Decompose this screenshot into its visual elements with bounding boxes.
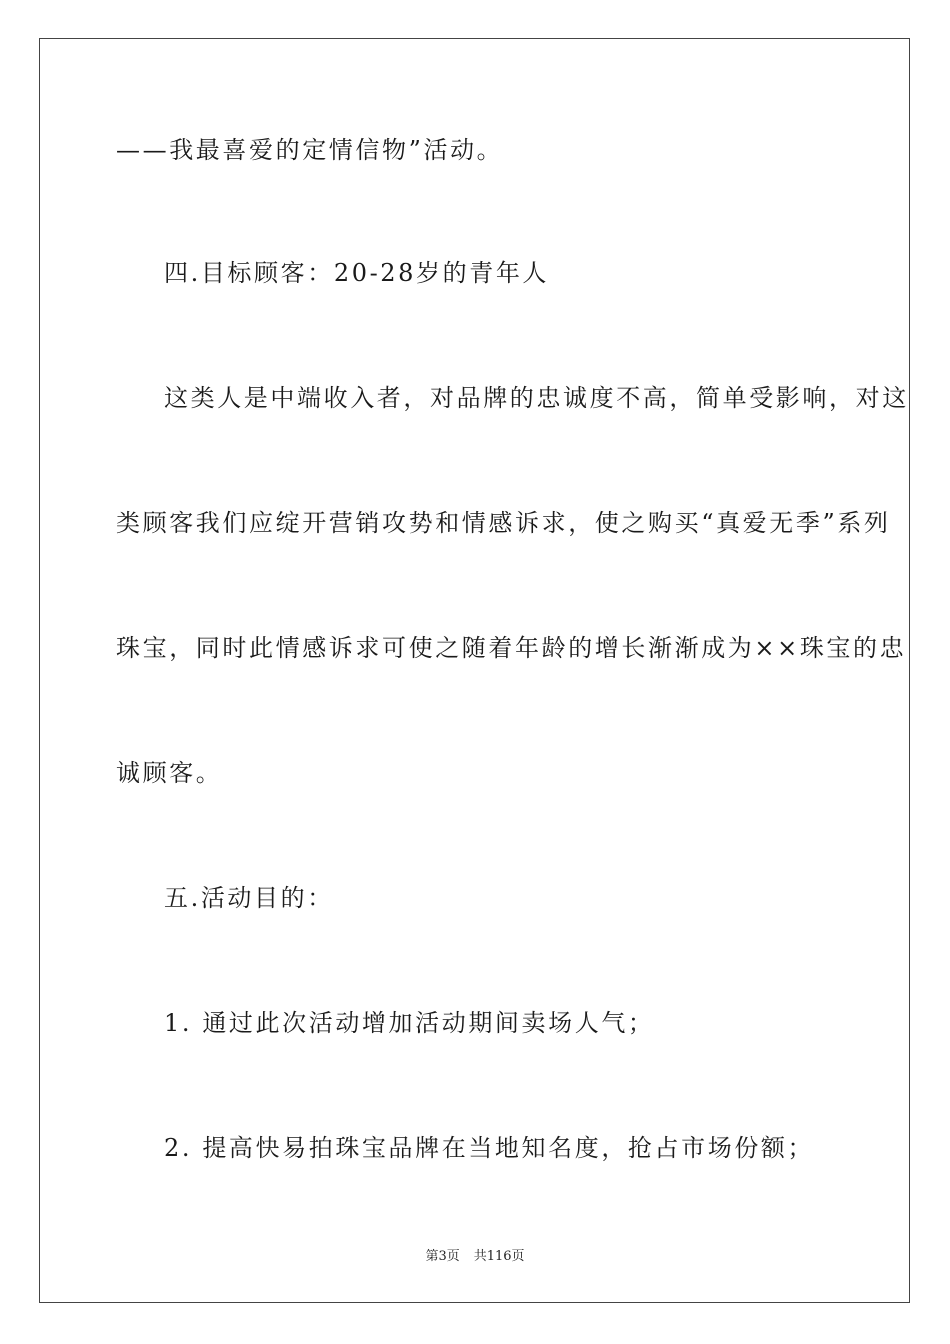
list-item: 1. 通过此次活动增加活动期间卖场人气；: [164, 1009, 655, 1037]
section-heading-target-customers: 四.目标顾客：20-28岁的青年人: [164, 259, 550, 287]
section-heading-activity-goals: 五.活动目的：: [164, 884, 334, 912]
list-item: 2. 提高快易拍珠宝品牌在当地知名度，抢占市场份额；: [164, 1134, 815, 1162]
text-line: ——我最喜爱的定情信物”活动。: [116, 136, 504, 164]
page-number: 第3页: [425, 1249, 460, 1264]
page-footer: [0, 1248, 950, 1266]
text-line: 珠宝，同时此情感诉求可使之随着年龄的增长渐渐成为××珠宝的忠: [116, 634, 907, 662]
text-line: 诚顾客。: [116, 759, 223, 787]
page-border: [39, 38, 910, 1303]
text-line: 类顾客我们应绽开营销攻势和情感诉求，使之购买“真爱无季”系列: [116, 509, 891, 537]
text-line: 这类人是中端收入者，对品牌的忠诚度不高，简单受影响，对这: [164, 384, 909, 412]
page-total: 共116页: [473, 1249, 525, 1264]
